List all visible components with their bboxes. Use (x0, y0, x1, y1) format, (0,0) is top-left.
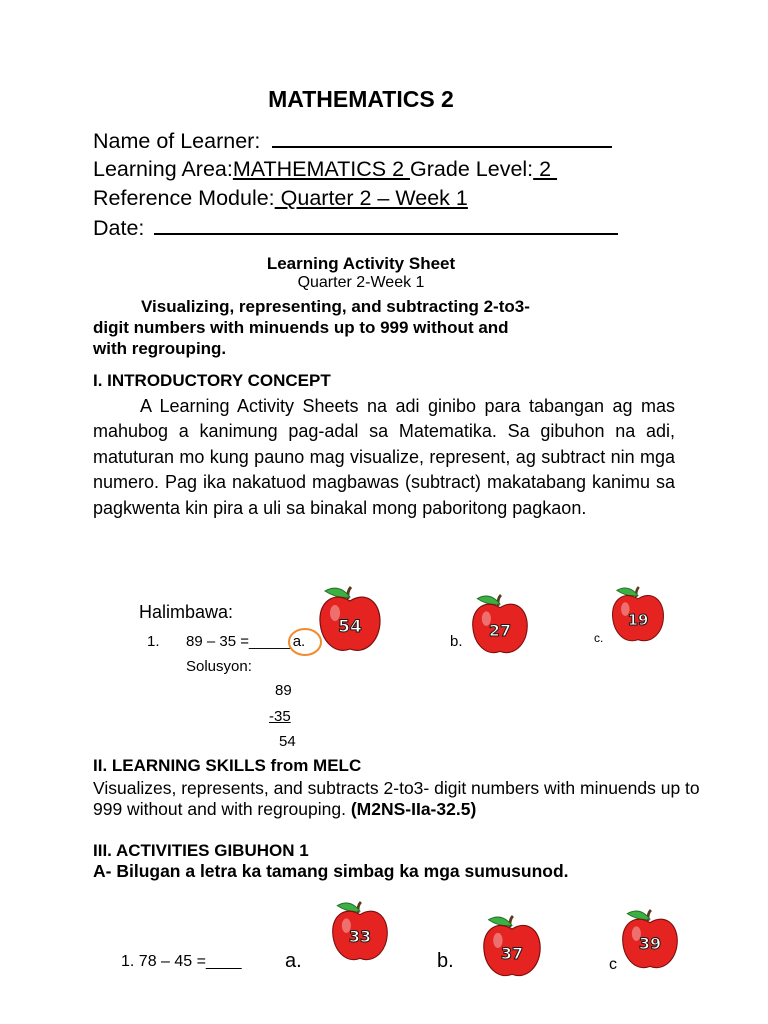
apple-choice-b (470, 593, 530, 657)
date-row (93, 216, 618, 241)
example-number: 1. (147, 633, 160, 650)
item-1-apple-a-number: 33 (348, 927, 372, 946)
activity-a-instruction: A- Bilugan a letra ka tamang simbag ka mga sumusunod. (93, 861, 569, 881)
example-equation-text: 89 – 35 = (186, 633, 249, 650)
item-1-apple-c-number: 39 (638, 934, 662, 953)
apple-c-number: 19 (627, 611, 649, 629)
solution-label: Solusyon: (186, 658, 252, 675)
objective-line-2: digit numbers with minuends up to 999 without and (93, 318, 509, 337)
skills-code: (M2NS-IIa-32.5) (350, 799, 477, 819)
item-1-number: 1. (121, 953, 135, 970)
objective-line-3: with regrouping. (93, 339, 227, 358)
apple-b-number: 27 (488, 621, 512, 640)
item-1-apple-b-number: 37 (500, 944, 524, 963)
solution-subtrahend: -35 (269, 708, 291, 725)
apple-choice-c (610, 585, 666, 645)
item-1-apple-c (620, 908, 680, 972)
date-blank-line[interactable] (154, 232, 618, 235)
item-1-choice-a[interactable]: a. (285, 950, 302, 972)
example-blank: _____ (248, 633, 291, 650)
page-title: MATHEMATICS 2 (268, 86, 454, 112)
grade-level-label: Grade Level: (410, 157, 534, 181)
section-3-heading: III. ACTIVITIES GIBUHON 1 (93, 841, 309, 860)
apple-choice-a (317, 585, 383, 655)
reference-module-row (93, 186, 591, 211)
item-1-choice-b[interactable]: b. (437, 950, 454, 972)
item-1-choice-c[interactable]: c (609, 956, 617, 973)
intro-paragraph: A Learning Activity Sheets na adi ginibo para tabangan ag mas mahubog a kanimung pag-adal sa Matematika. Sa gibuhon na adi, matuturan mo kung pauno mag visualize, represent, ag subtract nin mga numero. Pag ika nakatuod magbawas (subtract) makatabang kanimu sa pagkwenta kin pira a uli sa binakal mong paboritong pagkaon. (93, 396, 675, 518)
skills-text (93, 778, 708, 820)
item-1-equation-row (121, 953, 242, 971)
name-blank-line[interactable] (272, 145, 612, 148)
grade-level-value: 2 (533, 157, 558, 181)
example-choice-c: c. (594, 631, 604, 645)
item-1-apple-a (330, 900, 390, 964)
skills-description: Visualizes, represents, and subtracts 2-to3- digit numbers with minuends up to 999 without and with regrouping. (93, 778, 700, 819)
example-choice-b: b. (450, 633, 463, 650)
apple-a-number: 54 (338, 617, 362, 637)
las-title: Learning Activity Sheet (266, 254, 456, 273)
name-of-learner-row (93, 129, 612, 154)
item-1-apple-b (481, 914, 543, 980)
solution-difference: 54 (279, 733, 296, 750)
learning-area-row (93, 157, 557, 182)
reference-module-value: Quarter 2 – Week 1 (274, 186, 468, 210)
reference-module-label: Reference Module: (93, 186, 275, 210)
learning-area-value: MATHEMATICS 2 (232, 157, 411, 181)
solution-minuend: 89 (275, 682, 292, 699)
las-subtitle: Quarter 2-Week 1 (297, 274, 425, 291)
item-1-blank: ____ (205, 953, 242, 970)
item-1-equation: 78 – 45 = (138, 953, 206, 970)
section-1-heading: I. INTRODUCTORY CONCEPT (93, 371, 331, 390)
name-label: Name of Learner: (93, 129, 261, 153)
las-objective (93, 296, 633, 359)
example-choice-a: a. (292, 633, 306, 650)
section-2-heading: II. LEARNING SKILLS from MELC (93, 756, 362, 775)
objective-line-1: Visualizing, representing, and subtracting 2-to3- (141, 297, 530, 316)
learning-area-label: Learning Area: (93, 157, 233, 181)
halimbawa-label: Halimbawa: (139, 602, 234, 622)
date-label: Date: (93, 216, 145, 240)
